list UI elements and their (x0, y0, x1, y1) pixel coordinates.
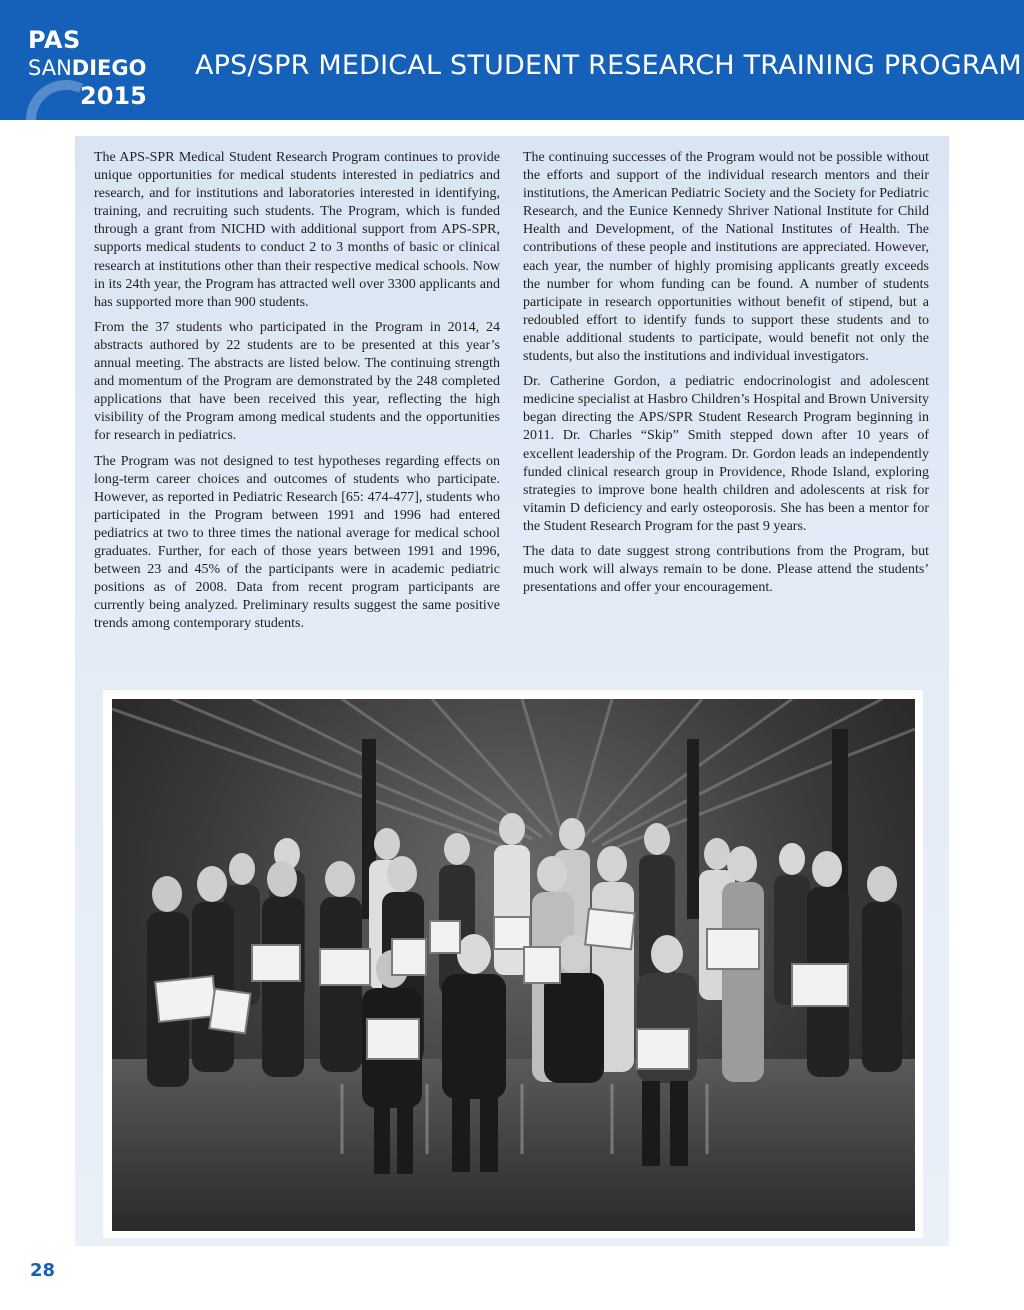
left-paragraph-2: From the 37 students who participated in the Program in 2014, 24 abstracts authored by 22 students are to be presented at this year’s annual meeting. The abstracts are listed below. The continuing strength and momentum of the Program are demonstrated by the 248 completed applications that have been received this year, reflecting the high visibility of the Program among medical students and the opportunities for research in pediatrics. (94, 319, 500, 444)
left-text-column (94, 149, 500, 640)
right-paragraph-1: The continuing successes of the Program would not be possible without the efforts and support of the individual research mentors and their institutions, the American Pediatric Society and the Society for Pediatric Research, and the Eunice Kennedy Shriver National Institute for Child Health and Development, of the National Institutes of Health. The contributions of these people and institutions are appreciated. However, each year, the number of highly promising applicants greatly exceeds the number for whom funding can be found. A number of students participate in research opportunities without benefit of stipend, but a redoubled effort to identify funds to support these students and to enable additional students to participate, would benefit not only the students, but also the institutions and individual investigators. (523, 150, 929, 365)
group-photo-illustration (112, 699, 915, 1231)
logo-city-text (28, 56, 146, 80)
right-paragraph-3: The data to date suggest strong contributions from the Program, but much work will always remain to be done. Please attend the students’ presentations and offer your encouragement. (523, 543, 929, 596)
right-text-column (523, 149, 929, 604)
left-paragraph-1: The APS-SPR Medical Student Research Program continues to provide unique opportunities for medical students interested in pediatrics and research, and for institutions and laboratories interested in identifying, training, and recruiting such students. The Program, which is funded through a grant from NICHD with additional support from APS-SPR, supports medical students to conduct 2 to 3 months of basic or clinical research at institutions other than their respective medical schools. Now in its 24th year, the Program has attracted well over 3300 applicants and has supported more than 900 students. (94, 150, 500, 310)
right-paragraph-2: Dr. Catherine Gordon, a pediatric endocrinologist and adolescent medicine specialist at Hasbro Children’s Hospital and Brown University began directing the APS/SPR Student Research Program beginning in 2011. Dr. Charles “Skip” Smith stepped down after 10 years of excellent leadership of the Program. Dr. Gordon leads an independently funded clinical research group in Providence, Rhode Island, exploring strategies to improve bone health children and adolescents at risk for vitamin D deficiency and early osteoporosis. She has been a mentor for the Student Research Program for the past 9 years. (523, 374, 929, 534)
left-paragraph-3: The Program was not designed to test hypotheses regarding effects on long-term career choices and outcomes of students who participate. However, as reported in Pediatric Research [65: 474-477], students who participated in the Program between 1991 and 1996 had entered pediatrics at two to three times the national average for medical school graduates. Further, for each of those years between 1991 and 1996, between 23 and 45% of the participants were in academic pediatric positions as of 2008. Data from recent program participants are currently being analyzed. Preliminary results suggest the same positive trends among contemporary students. (94, 453, 500, 632)
group-photo (112, 699, 915, 1231)
page-title: APS/SPR MEDICAL STUDENT RESEARCH TRAINING PROGRAM (195, 50, 1022, 81)
pas-logo (26, 26, 166, 118)
logo-pas-text: PAS (28, 26, 81, 54)
logo-city-a: SAN (28, 56, 72, 80)
logo-city-b: DIEGO (71, 56, 147, 80)
logo-year-text: 2015 (80, 82, 147, 110)
page-header (0, 0, 1024, 120)
page-number: 28 (30, 1260, 56, 1281)
